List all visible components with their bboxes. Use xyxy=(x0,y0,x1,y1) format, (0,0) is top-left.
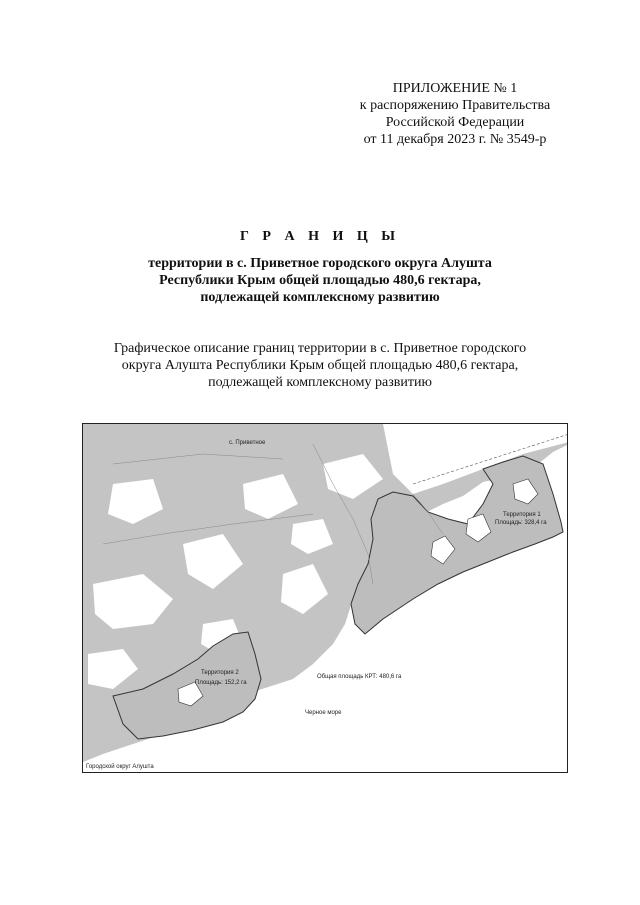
territory-1-name: Территория 1 xyxy=(503,512,541,518)
sea-label: Черное море xyxy=(305,710,342,716)
title-heading: Г Р А Н И Ц Ы xyxy=(240,229,400,244)
appendix-ref: к распоряжению Правительства xyxy=(359,98,551,113)
territory-2-name: Территория 2 xyxy=(201,670,239,676)
appendix-date: от 11 декабря 2023 г. № 3549-р xyxy=(363,132,547,147)
total-area-label: Общая площадь КРТ: 480,6 га xyxy=(317,674,402,680)
map-graphic xyxy=(83,424,568,773)
territory-1-area: Площадь: 328,4 га xyxy=(495,520,547,526)
description-line-1: Графическое описание границ территории в с. Приветное городского xyxy=(113,341,527,356)
title-line-2: Республики Крым общей площадью 480,6 гектара, xyxy=(159,273,481,288)
territory-map xyxy=(82,423,568,773)
document-title xyxy=(70,228,570,306)
title-line-3: подлежащей комплексному развитию xyxy=(200,290,440,305)
appendix-number: ПРИЛОЖЕНИЕ № 1 xyxy=(392,81,518,96)
map-description xyxy=(70,340,570,391)
territory-2-area: Площадь: 152,2 га xyxy=(195,680,247,686)
description-line-3: подлежащей комплексному развитию xyxy=(208,375,432,390)
district-label: Городской округ Алушта xyxy=(86,764,154,770)
village-label: с. Приветное xyxy=(229,440,266,446)
title-line-1: территории в с. Приветное городского округа Алушта xyxy=(148,256,492,271)
appendix-block xyxy=(330,80,580,148)
description-line-2: округа Алушта Республики Крым общей площадью 480,6 гектара, xyxy=(121,358,519,373)
appendix-authority: Российской Федерации xyxy=(385,115,525,130)
